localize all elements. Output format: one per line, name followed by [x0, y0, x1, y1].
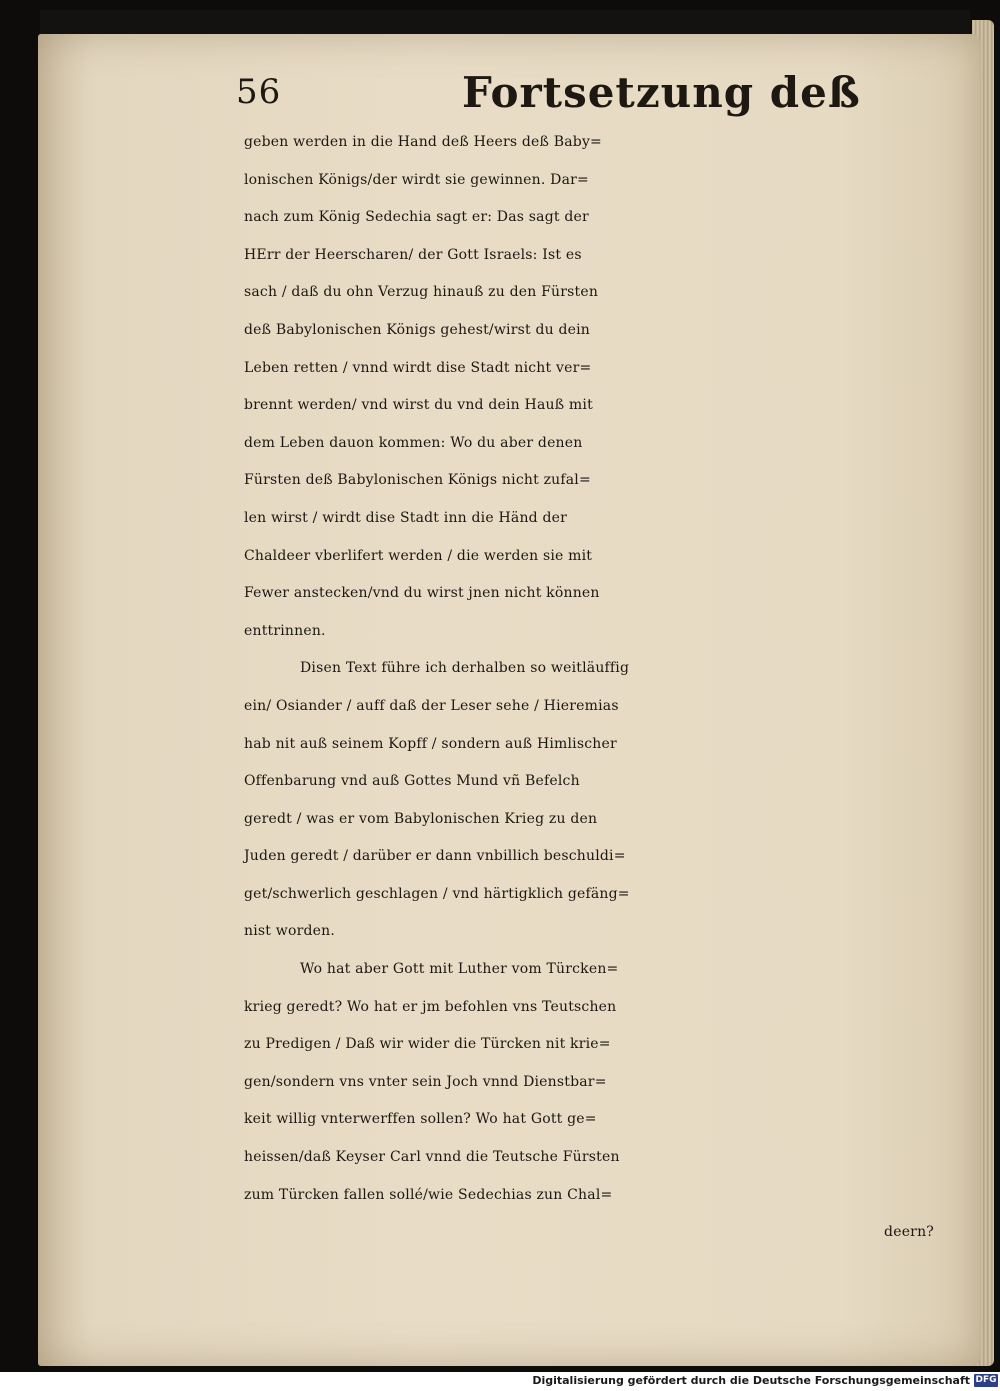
text-line: Juden geredt / darüber er dann vnbillich beschuldi=	[244, 848, 626, 865]
text-line: zu Predigen / Daß wir wider die Türcken nit krie=	[244, 1036, 611, 1053]
text-line: geben werden in die Hand deß Heers deß Baby=	[244, 134, 602, 150]
text-line: sach / daß du ohn Verzug hinauß zu den Fürsten	[244, 284, 599, 301]
text-line: Offenbarung vnd auß Gottes Mund vñ Befelch	[244, 773, 580, 790]
text-line: zum Türcken fallen sollé/wie Sedechias zun Chal=	[244, 1186, 613, 1203]
dfg-logo-icon: DFG	[975, 1375, 997, 1385]
page-header	[236, 68, 936, 124]
text-line: geredt / was er vom Babylonischen Krieg zu den	[244, 810, 598, 827]
text-line: heissen/daß Keyser Carl vnnd die Teutsche Fürsten	[244, 1149, 620, 1166]
text-line: lonischen Königs/der wirdt sie gewinnen. Dar=	[244, 171, 589, 188]
running-head: Fortsetzung deß	[462, 68, 861, 117]
text-line: dem Leben dauon kommen: Wo du aber denen	[244, 434, 583, 451]
text-line: nach zum König Sedechia sagt er: Das sagt der	[244, 209, 589, 226]
text-line-paragraph-start: Wo hat aber Gott mit Luther vom Türcken=	[300, 961, 619, 978]
text-line: HErr der Heerscharen/ der Gott Israels: Ist es	[244, 246, 582, 263]
text-line: brennt werden/ vnd wirst du vnd dein Hauß mit	[244, 397, 593, 414]
text-line: nist worden.	[244, 923, 335, 940]
page-number: 56	[236, 72, 282, 112]
text-line: len wirst / wirdt dise Stadt inn die Händ der	[244, 509, 568, 526]
text-line: hab nit auß seinem Kopff / sondern auß Himlischer	[244, 735, 617, 752]
text-line: Chaldeer vberlifert werden / die werden sie mit	[244, 547, 593, 564]
scan-top-strip	[40, 10, 970, 34]
text-line: gen/sondern vns vnter sein Joch vnnd Dienstbar=	[244, 1073, 607, 1090]
text-line: Fürsten deß Babylonischen Königs nicht zufal=	[244, 472, 591, 489]
footer-bar	[0, 1372, 1000, 1391]
text-line: deß Babylonischen Königs gehest/wirst du dein	[244, 321, 591, 338]
text-line: enttrinnen.	[244, 622, 326, 639]
text-line: get/schwerlich geschlagen / vnd härtigklich gefäng=	[244, 885, 630, 902]
text-line-paragraph-start: Disen Text führe ich derhalben so weitläuffig	[300, 660, 630, 677]
funding-credit: Digitalisierung gefördert durch die Deutsche Forschungsgemeinschaft	[532, 1374, 970, 1387]
catchword: deern?	[884, 1224, 934, 1241]
text-line: keit willig vnterwerffen sollen? Wo hat Gott ge=	[244, 1111, 597, 1128]
text-line: krieg geredt? Wo hat er jm befohlen vns Teutschen	[244, 998, 617, 1015]
text-line: Leben retten / vnnd wirdt dise Stadt nicht ver=	[244, 359, 592, 376]
body-text	[244, 124, 944, 1252]
text-line: ein/ Osiander / auff daß der Leser sehe / Hieremias	[244, 697, 619, 714]
text-line: Fewer anstecken/vnd du wirst jnen nicht können	[244, 585, 600, 602]
